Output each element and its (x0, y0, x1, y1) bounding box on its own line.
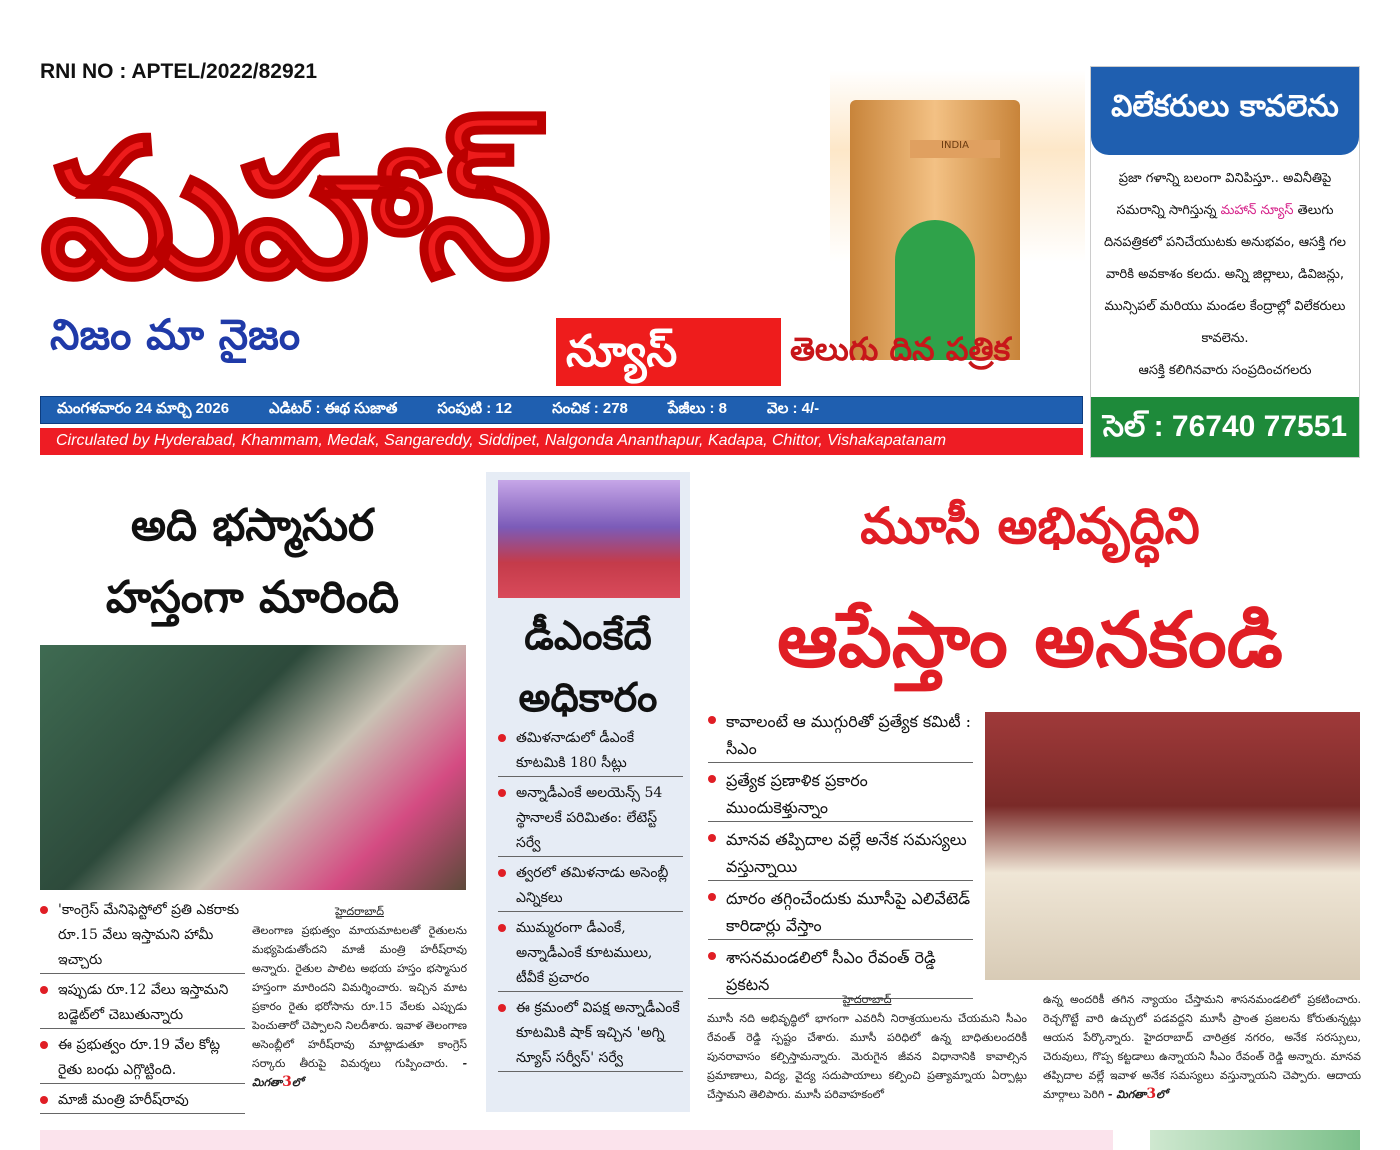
story2-headline-line2: అధికారం (518, 675, 658, 721)
ad-body (1091, 155, 1359, 398)
story1-headline-line2: హస్తంగా మారింది (105, 572, 400, 623)
ad-body-2: తెలుగు దినపత్రికలో పనిచేయుటకు అనుభవం, ఆసక్తి గల వారికి అవకాశం కలదు. అన్ని జిల్లాలు, డివిజన్లు, మున్సిపల్ మరియు మండల కేంద్రాల్లో విలేకరులు కావలెను. (1103, 203, 1346, 346)
story3-body-col1 (707, 990, 1027, 1104)
continued-suffix: లో (291, 1076, 304, 1089)
story2-photo (498, 480, 680, 598)
edition-info-bar (40, 396, 1083, 424)
ad-brand: మహాన్ న్యూస్ (1220, 203, 1294, 218)
circulation-bar: Circulated by Hyderabad, Khammam, Medak, Sangareddy, Siddipet, Nalgonda Ananthapur, Kadapa, Chittor, Vishakapatanam (40, 428, 1083, 455)
list-item: 'కాంగ్రెస్ మేనిఫెస్టోలో ప్రతి ఎకరాకు రూ.15 వేలు ఇస్తామని హామీ ఇచ్చారు (40, 898, 245, 974)
list-item: ఇప్పుడు రూ.12 వేలు ఇస్తామని బడ్జెట్‌లో చెబుతున్నారు (40, 978, 245, 1029)
list-item: మాజీ మంత్రి హరీష్‌రావు (40, 1088, 245, 1114)
story3-headline-line1[interactable]: మూసీ అభివృద్ధిని (860, 497, 1200, 555)
list-item: కావాలంటే ఆ ముగ్గురితో ప్రత్యేక కమిటీ : సీఎం (708, 708, 973, 763)
continued-label: - మిగతా (252, 1057, 468, 1089)
masthead-tagline: నిజం మా నైజం (50, 310, 301, 359)
story1-body (252, 902, 467, 1092)
continued-page: 3 (282, 1074, 292, 1090)
list-item: మానవ తప్పిదాల వల్లే అనేక సమస్యలు వస్తున్నాయి (708, 826, 973, 881)
ad-body-1: ప్రజా గళాన్ని బలంగా వినిపిస్తూ.. అవినీతిపై సమరాన్ని సాగిస్తున్న (1116, 171, 1332, 218)
masthead-logo: మహాన్ (40, 99, 546, 320)
volume: సంపుటి : 12 (437, 399, 513, 417)
gate-inscription: INDIA (910, 140, 1000, 158)
continued-page: 3 (1146, 1086, 1157, 1102)
story3-text-1: మూసీ నది అభివృద్ధిలో భాగంగా ఎవరినీ నిరాశ్రయులను చేయమని సీఎం రేవంత్ రెడ్డి స్పష్టం చేశారు. మూసీ పరిధిలో ఉన్న బాధితులందరికీ పునరావాసం కల్పిస్తామన్నారు. మెరుగైన జీవన విధానానికి కావాల్సిన ప్రమాణాలు, విద్య, వైద్య సదుపాయాలు కల్పించి ప్రత్యామ్నాయ ఏర్పాట్లు చేస్తామని తెలిపారు. మూసీ పరివాహకంలో (707, 1012, 1027, 1101)
rni-number: RNI NO : APTEL/2022/82921 (40, 60, 317, 83)
list-item: ఈ ప్రభుత్వం రూ.19 వేల కోట్ల రైతు బంధు ఎగ్గొట్టింది. (40, 1033, 245, 1084)
continued-label: - మిగతా (1107, 1088, 1147, 1101)
story1-headline[interactable] (40, 490, 465, 634)
bottom-image-strip (1150, 1130, 1360, 1150)
ad-title: విలేకరులు కావలెను (1091, 67, 1359, 155)
masthead-news-label: న్యూస్ (556, 318, 781, 386)
story3-bullets (708, 708, 973, 1003)
list-item: ప్రత్యేక ప్రణాళిక ప్రకారం ముందుకెళ్తున్నాం (708, 767, 973, 822)
story1-dateline: హైదరాబాద్ (335, 905, 384, 918)
list-item: ఈ క్రమంలో విపక్ష అన్నాడీఎంకే కూటమికి షాక్ ఇచ్చిన 'అగ్ని న్యూస్ సర్వీస్' సర్వే (498, 996, 683, 1072)
price: వెల : 4/- (767, 399, 820, 417)
story2-headline[interactable] (490, 605, 686, 729)
list-item: తమిళనాడులో డీఎంకే కూటమికి 180 సీట్లు (498, 726, 683, 777)
ad-body-3: ఆసక్తి కలిగినవారు సంప్రదించగలరు (1138, 363, 1312, 378)
issue: సంచిక : 278 (552, 399, 628, 417)
continued-suffix: లో (1156, 1088, 1168, 1101)
story1-bullets (40, 898, 245, 1118)
editor: ఎడిటర్ : ఈథ సుజాత (269, 399, 398, 417)
masthead-daily-label: తెలుగు దిన పత్రిక (790, 330, 1011, 368)
pages: పేజీలు : 8 (667, 399, 728, 417)
story2-headline-line1: డీఎంకేదే (524, 613, 652, 659)
ad-cell-number: సెల్ : 76740 77551 (1091, 397, 1359, 457)
story1-text: తెలంగాణ ప్రభుత్వం మాయమాటలతో రైతులను మభ్యపెడుతోందని మాజీ మంత్రి హరీష్‌రావు అన్నారు. రైతుల పాలిట అభయ హస్తం భస్మాసుర హస్తంగా మారిందని విమర్శించారు. ఇచ్చిన మాట ప్రకారం రైతు భరోసాను రూ.15 వేలకు ఎప్పుడు పెంచుతారో చెప్పాలని నిలదీశారు. ఇవాళ తెలంగాణ అసెంబ్లీలో హరీష్‌రావు మాట్లాడుతూ కాంగ్రెస్ సర్కారు తీరుపై విమర్శలు గుప్పించారు. (252, 924, 467, 1070)
list-item: అన్నాడీఎంకే అలయెన్స్ 54 స్థానాలకే పరిమితం: లేటెస్ట్ సర్వే (498, 781, 683, 857)
story2-bullets (498, 726, 683, 1076)
reporters-wanted-ad (1090, 66, 1360, 458)
story3-headline-line2[interactable]: ఆపేస్తాం అనకండి (777, 595, 1283, 684)
story1-photo (40, 645, 466, 890)
story3-body-col2 (1043, 990, 1361, 1104)
list-item: శాసనమండలిలో సీఎం రేవంత్ రెడ్డి ప్రకటన (708, 944, 973, 999)
story3-dateline: హైదరాబాద్ (842, 993, 892, 1006)
story3-text-2: ఉన్న అందరికీ తగిన న్యాయం చేస్తామని శాసనమండలిలో ప్రకటించారు. రెచ్చగొట్టే వారి ఉచ్చులో పడవద్దని మూసీ ప్రాంత ప్రజలను కోరుతున్నట్లు ఆయన పేర్కొన్నారు. హైదరాబాద్ చారిత్రక నగరం, అనేక సరస్సులు, చెరువులు, గొప్ప కట్టడాలు ఉన్నాయని సీఎం రేవంత్ రెడ్డి అన్నారు. మానవ తప్పిదాల వల్లే ఇవాళ అనేక సమస్యలు వస్తున్నాయని చెప్పారు. ఆదాయ మార్గాలు పెరిగి (1043, 993, 1361, 1101)
bottom-ad-strip (40, 1130, 1113, 1150)
list-item: దూరం తగ్గించేందుకు మూసీపై ఎలివేటెడ్ కారిడార్లు వేస్తాం (708, 885, 973, 940)
list-item: ముమ్మరంగా డీఎంకే, అన్నాడీఎంకే కూటములు, టీవీకే ప్రచారం (498, 916, 683, 992)
list-item: త్వరలో తమిళనాడు అసెంబ్లీ ఎన్నికలు (498, 861, 683, 912)
story3-photo (985, 712, 1360, 980)
story3-continued[interactable] (1108, 1088, 1168, 1101)
story1-headline-line1: అది భస్మాసుర (130, 500, 375, 551)
edition-date: మంగళవారం 24 మార్చి 2026 (57, 399, 230, 417)
